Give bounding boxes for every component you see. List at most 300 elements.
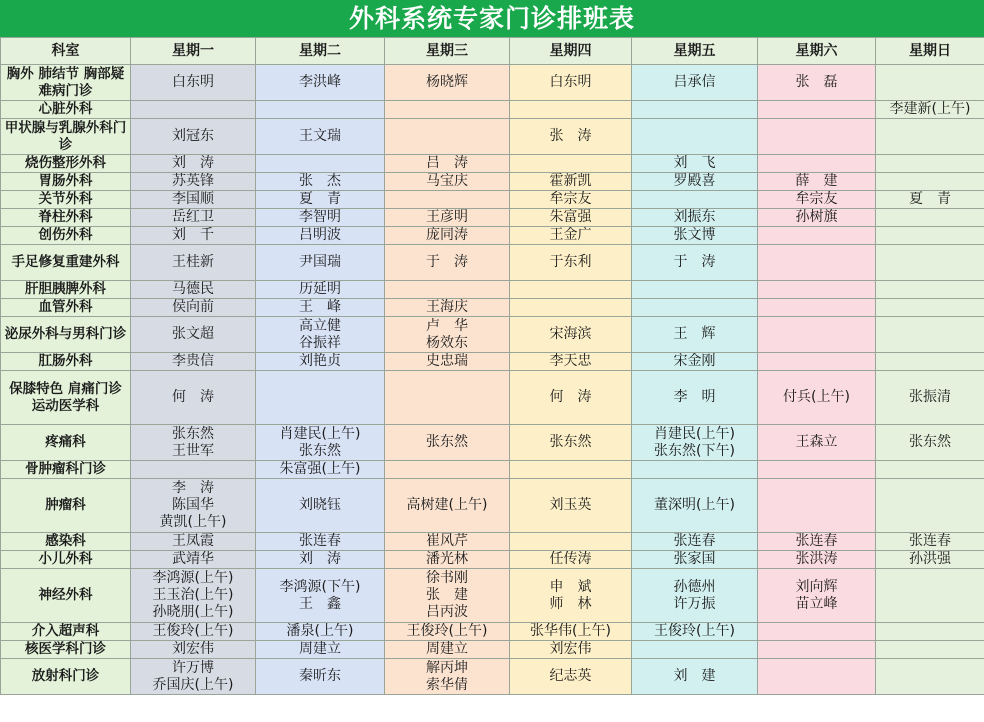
schedule-cell — [131, 569, 256, 623]
schedule-cell — [510, 479, 632, 533]
schedule-cell — [758, 461, 876, 479]
doctor-name: 吕承信 — [673, 74, 716, 90]
doctor-name: 王金广 — [549, 227, 592, 243]
doctor-name: 王凤霞 — [172, 533, 214, 549]
schedule-cell — [385, 623, 510, 641]
doctor-name: 高立健 — [299, 317, 341, 334]
schedule-cell — [632, 317, 758, 353]
schedule-cell — [131, 209, 256, 227]
doctor-name: 白东明 — [172, 74, 214, 90]
doctor-name: 王彦明 — [426, 209, 468, 225]
schedule-cell — [876, 101, 984, 119]
doctor-name: 肖建民(上午) — [654, 425, 735, 442]
schedule-cell — [256, 641, 385, 659]
doctor-name: 刘向辉 — [795, 578, 838, 595]
schedule-cell — [876, 119, 984, 155]
doctor-name: 任传涛 — [549, 551, 592, 567]
schedule-cell — [256, 65, 385, 101]
schedule-cell — [632, 227, 758, 245]
doctor-name: 黄凯(上午) — [159, 514, 227, 530]
schedule-cell — [632, 209, 758, 227]
doctor-name: 张文博 — [673, 227, 716, 243]
doctor-name: 孙晓朋(上午) — [152, 604, 234, 620]
doctor-name: 申 斌 — [549, 578, 592, 595]
schedule-cell — [876, 191, 984, 209]
doctor-name: 朱富强 — [549, 209, 592, 225]
doctor-name: 庞同涛 — [426, 227, 468, 243]
table-row — [1, 425, 984, 461]
schedule-cell — [510, 641, 632, 659]
doctor-name: 张连春 — [673, 533, 716, 549]
schedule-cell — [256, 371, 385, 425]
schedule-cell — [876, 641, 984, 659]
dept-cell: 感染科 — [1, 533, 131, 551]
table-row — [1, 569, 984, 623]
doctor-name: 武靖华 — [172, 551, 214, 567]
schedule-cell — [385, 353, 510, 371]
table-row — [1, 659, 984, 695]
doctor-name: 李建新(上午) — [889, 101, 971, 117]
schedule-cell — [510, 569, 632, 623]
doctor-name: 张东然 — [299, 442, 341, 459]
doctor-name: 朱富强(上午) — [279, 461, 361, 477]
doctor-name: 王 峰 — [299, 299, 341, 315]
schedule-cell — [385, 425, 510, 461]
doctor-name: 崔风芹 — [426, 533, 468, 549]
schedule-cell — [385, 101, 510, 119]
schedule-cell — [510, 155, 632, 173]
doctor-name: 刘 飞 — [673, 155, 716, 171]
schedule-cell — [256, 245, 385, 281]
dept-cell: 手足修复重建外科 — [1, 245, 131, 281]
schedule-cell — [510, 281, 632, 299]
doctor-name: 张东然 — [172, 425, 214, 442]
schedule-cell — [385, 65, 510, 101]
doctor-name: 张连春 — [795, 533, 838, 549]
schedule-cell — [131, 641, 256, 659]
doctor-name: 何 涛 — [549, 389, 592, 405]
table-row — [1, 623, 984, 641]
schedule-cell — [510, 623, 632, 641]
doctor-name: 牟宗友 — [549, 191, 592, 207]
schedule-cell — [385, 533, 510, 551]
schedule-cell — [876, 425, 984, 461]
table-row — [1, 155, 984, 173]
schedule-cell — [876, 533, 984, 551]
schedule-cell — [632, 533, 758, 551]
schedule-cell — [758, 299, 876, 317]
schedule-cell — [758, 569, 876, 623]
doctor-name: 周建立 — [299, 641, 341, 657]
schedule-cell — [385, 227, 510, 245]
doctor-name: 薛 建 — [795, 173, 838, 189]
doctor-name: 纪志英 — [549, 668, 592, 684]
doctor-name: 刘 涛 — [172, 155, 214, 171]
schedule-cell — [632, 101, 758, 119]
dept-cell: 骨肿瘤科门诊 — [1, 461, 131, 479]
dept-cell: 小儿外科 — [1, 551, 131, 569]
schedule-cell — [256, 425, 385, 461]
schedule-cell — [876, 461, 984, 479]
schedule-cell — [758, 551, 876, 569]
dept-cell: 泌尿外科与男科门诊 — [1, 317, 131, 353]
schedule-cell — [256, 623, 385, 641]
doctor-name: 刘晓钰 — [299, 497, 341, 513]
schedule-cell — [876, 479, 984, 533]
doctor-name: 乔国庆(上午) — [152, 676, 234, 693]
schedule-cell — [758, 227, 876, 245]
doctor-name: 付兵(上午) — [783, 389, 850, 405]
schedule-cell — [510, 461, 632, 479]
schedule-cell — [131, 191, 256, 209]
schedule-cell — [510, 353, 632, 371]
doctor-name: 张洪涛 — [795, 551, 838, 567]
dept-cell: 介入超声科 — [1, 623, 131, 641]
schedule-cell — [632, 569, 758, 623]
schedule-cell — [256, 299, 385, 317]
schedule-cell — [876, 569, 984, 623]
schedule-cell — [385, 119, 510, 155]
doctor-name: 王俊玲(上午) — [152, 623, 234, 639]
schedule-cell — [131, 227, 256, 245]
doctor-name: 高树建(上午) — [406, 497, 488, 513]
schedule-cell — [632, 353, 758, 371]
doctor-name: 夏 青 — [299, 191, 341, 207]
schedule-cell — [131, 173, 256, 191]
schedule-cell — [131, 479, 256, 533]
schedule-cell — [256, 569, 385, 623]
doctor-name: 刘 涛 — [299, 551, 341, 567]
schedule-cell — [131, 551, 256, 569]
schedule-cell — [385, 173, 510, 191]
doctor-name: 霍新凯 — [549, 173, 592, 189]
table-row — [1, 551, 984, 569]
schedule-cell — [385, 461, 510, 479]
schedule-cell — [510, 425, 632, 461]
schedule-cell — [256, 353, 385, 371]
doctor-name: 牟宗友 — [795, 191, 838, 207]
schedule-cell — [256, 101, 385, 119]
header-wednesday: 星期三 — [385, 38, 510, 65]
schedule-cell — [632, 65, 758, 101]
doctor-name: 孙树旗 — [795, 209, 838, 225]
schedule-cell — [758, 191, 876, 209]
doctor-name: 陈国华 — [172, 497, 214, 513]
doctor-name: 董深明(上午) — [654, 497, 735, 513]
schedule-cell — [632, 461, 758, 479]
schedule-cell — [510, 371, 632, 425]
doctor-name: 肖建民(上午) — [279, 425, 361, 442]
schedule-cell — [131, 353, 256, 371]
doctor-name: 王海庆 — [426, 299, 468, 315]
doctor-name: 罗殿喜 — [673, 173, 716, 189]
doctor-name: 杨晓辉 — [426, 74, 468, 90]
schedule-cell — [385, 191, 510, 209]
schedule-cell — [758, 101, 876, 119]
schedule-cell — [758, 641, 876, 659]
schedule-cell — [510, 551, 632, 569]
dept-cell: 心脏外科 — [1, 101, 131, 119]
doctor-name: 周建立 — [426, 641, 468, 657]
doctor-name: 于 涛 — [426, 254, 468, 270]
dept-cell: 甲状腺与乳腺外科门诊 — [1, 119, 131, 155]
doctor-name: 刘玉英 — [549, 497, 592, 513]
schedule-cell — [256, 281, 385, 299]
table-row — [1, 173, 984, 191]
table-row — [1, 101, 984, 119]
table-row — [1, 65, 984, 101]
schedule-cell — [632, 551, 758, 569]
schedule-cell — [632, 245, 758, 281]
schedule-cell — [758, 317, 876, 353]
schedule-cell — [256, 479, 385, 533]
dept-cell: 胸外 肺结节 胸部疑难病门诊 — [1, 65, 131, 101]
table-row — [1, 371, 984, 425]
schedule-cell — [758, 245, 876, 281]
schedule-cell — [632, 371, 758, 425]
dept-cell: 肝胆胰脾外科 — [1, 281, 131, 299]
doctor-name: 潘泉(上午) — [286, 623, 354, 639]
schedule-cell — [385, 245, 510, 281]
dept-cell: 关节外科 — [1, 191, 131, 209]
dept-cell: 放射科门诊 — [1, 659, 131, 695]
doctor-name: 张东然 — [549, 434, 592, 450]
doctor-name: 历延明 — [299, 281, 341, 297]
schedule-cell — [632, 299, 758, 317]
schedule-cell — [510, 209, 632, 227]
schedule-cell — [632, 659, 758, 695]
dept-cell: 血管外科 — [1, 299, 131, 317]
doctor-name: 宋金刚 — [673, 353, 716, 369]
doctor-name: 张家国 — [673, 551, 716, 567]
doctor-name: 吕丙波 — [426, 604, 468, 620]
schedule-cell — [758, 425, 876, 461]
dept-cell: 肿瘤科 — [1, 479, 131, 533]
schedule-cell — [876, 659, 984, 695]
table-row — [1, 353, 984, 371]
schedule-cell — [256, 119, 385, 155]
schedule-cell — [131, 281, 256, 299]
doctor-name: 李鸿源(上午) — [152, 570, 234, 586]
schedule-cell — [131, 461, 256, 479]
schedule-cell — [131, 101, 256, 119]
header-row — [1, 38, 984, 65]
doctor-name: 王俊玲(上午) — [406, 623, 488, 639]
schedule-cell — [385, 569, 510, 623]
doctor-name: 宋海滨 — [549, 326, 592, 342]
schedule-cell — [256, 533, 385, 551]
doctor-name: 秦昕东 — [299, 668, 341, 684]
schedule-cell — [758, 371, 876, 425]
table-row — [1, 317, 984, 353]
schedule-cell — [385, 551, 510, 569]
header-thursday: 星期四 — [510, 38, 632, 65]
doctor-name: 张 杰 — [299, 173, 341, 189]
page-title: 外科系统专家门诊排班表 — [0, 0, 984, 37]
schedule-cell — [256, 659, 385, 695]
schedule-cell — [256, 191, 385, 209]
schedule-cell — [131, 425, 256, 461]
schedule-cell — [131, 623, 256, 641]
schedule-cell — [876, 227, 984, 245]
doctor-name: 李智明 — [299, 209, 341, 225]
schedule-cell — [758, 479, 876, 533]
doctor-name: 李天忠 — [549, 353, 592, 369]
doctor-name: 许万博 — [172, 659, 214, 676]
doctor-name: 刘冠东 — [172, 128, 214, 144]
doctor-name: 潘光林 — [426, 551, 468, 567]
doctor-name: 张振清 — [909, 389, 951, 405]
dept-cell: 烧伤整形外科 — [1, 155, 131, 173]
schedule-cell — [256, 461, 385, 479]
doctor-name: 刘 千 — [172, 227, 214, 243]
schedule-cell — [131, 299, 256, 317]
schedule-cell — [385, 317, 510, 353]
schedule-cell — [876, 299, 984, 317]
doctor-name: 王俊玲(上午) — [654, 623, 735, 639]
schedule-cell — [510, 533, 632, 551]
schedule-cell — [876, 551, 984, 569]
schedule-cell — [510, 245, 632, 281]
schedule-cell — [510, 119, 632, 155]
schedule-cell — [131, 155, 256, 173]
schedule-cell — [876, 623, 984, 641]
dept-cell: 疼痛科 — [1, 425, 131, 461]
schedule-body — [1, 65, 984, 695]
schedule-cell — [758, 155, 876, 173]
doctor-name: 解丙坤 — [426, 659, 468, 676]
doctor-name: 李国顺 — [172, 191, 214, 207]
schedule-cell — [510, 299, 632, 317]
schedule-cell — [510, 659, 632, 695]
doctor-name: 师 林 — [549, 595, 592, 612]
schedule-cell — [876, 281, 984, 299]
schedule-cell — [758, 173, 876, 191]
doctor-name: 李 明 — [673, 389, 716, 405]
schedule-cell — [131, 371, 256, 425]
doctor-name: 刘宏伟 — [172, 641, 214, 657]
schedule-cell — [758, 65, 876, 101]
schedule-cell — [131, 659, 256, 695]
header-tuesday: 星期二 — [256, 38, 385, 65]
doctor-name: 索华倩 — [426, 676, 468, 693]
schedule-cell — [758, 209, 876, 227]
doctor-name: 史忠瑞 — [426, 353, 468, 369]
doctor-name: 张东然(下午) — [654, 442, 735, 459]
schedule-cell — [131, 317, 256, 353]
schedule-cell — [876, 65, 984, 101]
table-row — [1, 227, 984, 245]
schedule-cell — [510, 101, 632, 119]
schedule-cell — [131, 65, 256, 101]
doctor-name: 张 磊 — [795, 74, 838, 90]
schedule-cell — [256, 209, 385, 227]
schedule-cell — [510, 173, 632, 191]
schedule-cell — [632, 173, 758, 191]
doctor-name: 张华伟(上午) — [530, 623, 611, 639]
schedule-cell — [385, 209, 510, 227]
doctor-name: 于 涛 — [673, 254, 716, 270]
doctor-name: 王桂新 — [172, 254, 214, 270]
doctor-name: 苏英锋 — [172, 173, 214, 189]
schedule-cell — [876, 371, 984, 425]
doctor-name: 李洪峰 — [299, 74, 341, 90]
doctor-name: 许万振 — [673, 595, 716, 612]
doctor-name: 孙德州 — [673, 578, 716, 595]
doctor-name: 张东然 — [426, 434, 468, 450]
doctor-name: 张东然 — [909, 434, 951, 450]
schedule-cell — [256, 227, 385, 245]
schedule-cell — [256, 551, 385, 569]
doctor-name: 于东利 — [549, 254, 592, 270]
doctor-name: 杨效东 — [426, 334, 468, 351]
header-sunday: 星期日 — [876, 38, 984, 65]
schedule-cell — [876, 173, 984, 191]
schedule-cell — [632, 623, 758, 641]
dept-cell: 脊柱外科 — [1, 209, 131, 227]
doctor-name: 苗立峰 — [795, 595, 838, 612]
schedule-cell — [632, 119, 758, 155]
dept-cell: 胃肠外科 — [1, 173, 131, 191]
schedule-cell — [131, 119, 256, 155]
schedule-cell — [876, 245, 984, 281]
schedule-cell — [758, 119, 876, 155]
doctor-name: 张 建 — [426, 587, 468, 603]
doctor-name: 李 涛 — [172, 480, 214, 496]
dept-cell: 创伤外科 — [1, 227, 131, 245]
table-row — [1, 641, 984, 659]
doctor-name: 张 涛 — [549, 128, 592, 144]
doctor-name: 刘艳贞 — [299, 353, 341, 369]
schedule-cell — [758, 353, 876, 371]
table-row — [1, 191, 984, 209]
schedule-cell — [632, 479, 758, 533]
doctor-name: 岳红卫 — [172, 209, 214, 225]
doctor-name: 李鸿源(下午) — [279, 578, 361, 595]
doctor-name: 马宝庆 — [426, 173, 468, 189]
dept-cell: 保膝特色 肩痛门诊 运动医学科 — [1, 371, 131, 425]
doctor-name: 马德民 — [172, 281, 214, 297]
table-row — [1, 533, 984, 551]
table-row — [1, 281, 984, 299]
schedule-cell — [510, 191, 632, 209]
doctor-name: 王玉治(上午) — [152, 587, 234, 603]
table-row — [1, 119, 984, 155]
header-dept: 科室 — [1, 38, 131, 65]
schedule-cell — [876, 155, 984, 173]
schedule-cell — [256, 317, 385, 353]
header-friday: 星期五 — [632, 38, 758, 65]
doctor-name: 张文超 — [172, 326, 214, 342]
doctor-name: 刘振东 — [673, 209, 716, 225]
doctor-name: 吕 涛 — [426, 155, 468, 171]
doctor-name: 张连春 — [299, 533, 341, 549]
doctor-name: 白东明 — [549, 74, 592, 90]
doctor-name: 刘 建 — [673, 668, 716, 684]
dept-cell: 核医学科门诊 — [1, 641, 131, 659]
schedule-cell — [632, 155, 758, 173]
doctor-name: 夏 青 — [909, 191, 951, 207]
table-row — [1, 479, 984, 533]
doctor-name: 王 鑫 — [299, 595, 341, 612]
schedule-cell — [256, 155, 385, 173]
doctor-name: 王文瑞 — [299, 128, 341, 144]
schedule-cell — [385, 479, 510, 533]
schedule-cell — [385, 641, 510, 659]
schedule-cell — [758, 281, 876, 299]
schedule-cell — [876, 353, 984, 371]
doctor-name: 张连春 — [909, 533, 951, 549]
